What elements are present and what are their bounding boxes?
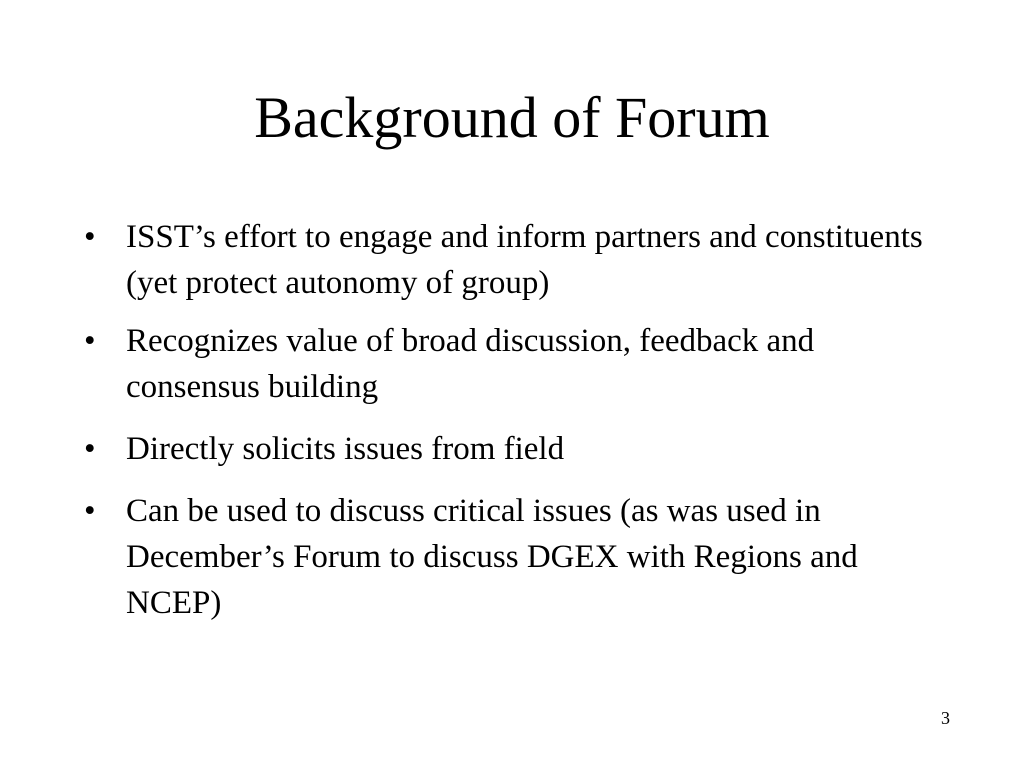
bullet-text: Recognizes value of broad discussion, feedback and consensus building [126,323,815,405]
bullet-text: ISST’s effort to engage and inform partners and constituents (yet protect autonomy of group) [126,219,923,301]
bullet-item [84,488,954,626]
bullet-item [84,318,954,410]
bullet-list [84,214,954,626]
bullet-icon: • [84,493,96,529]
bullet-icon: • [84,431,96,467]
bullet-item [84,214,954,306]
bullet-icon: • [84,323,96,359]
bullet-item [84,426,954,472]
bullet-text: Can be used to discuss critical issues (as was used in December’s Forum to discuss DGEX with Regions and NCEP) [126,493,858,621]
page-number: 3 [941,708,950,728]
bullet-icon: • [84,219,96,255]
bullet-text: Directly solicits issues from field [126,431,565,467]
slide-title: Background of Forum [254,85,770,150]
